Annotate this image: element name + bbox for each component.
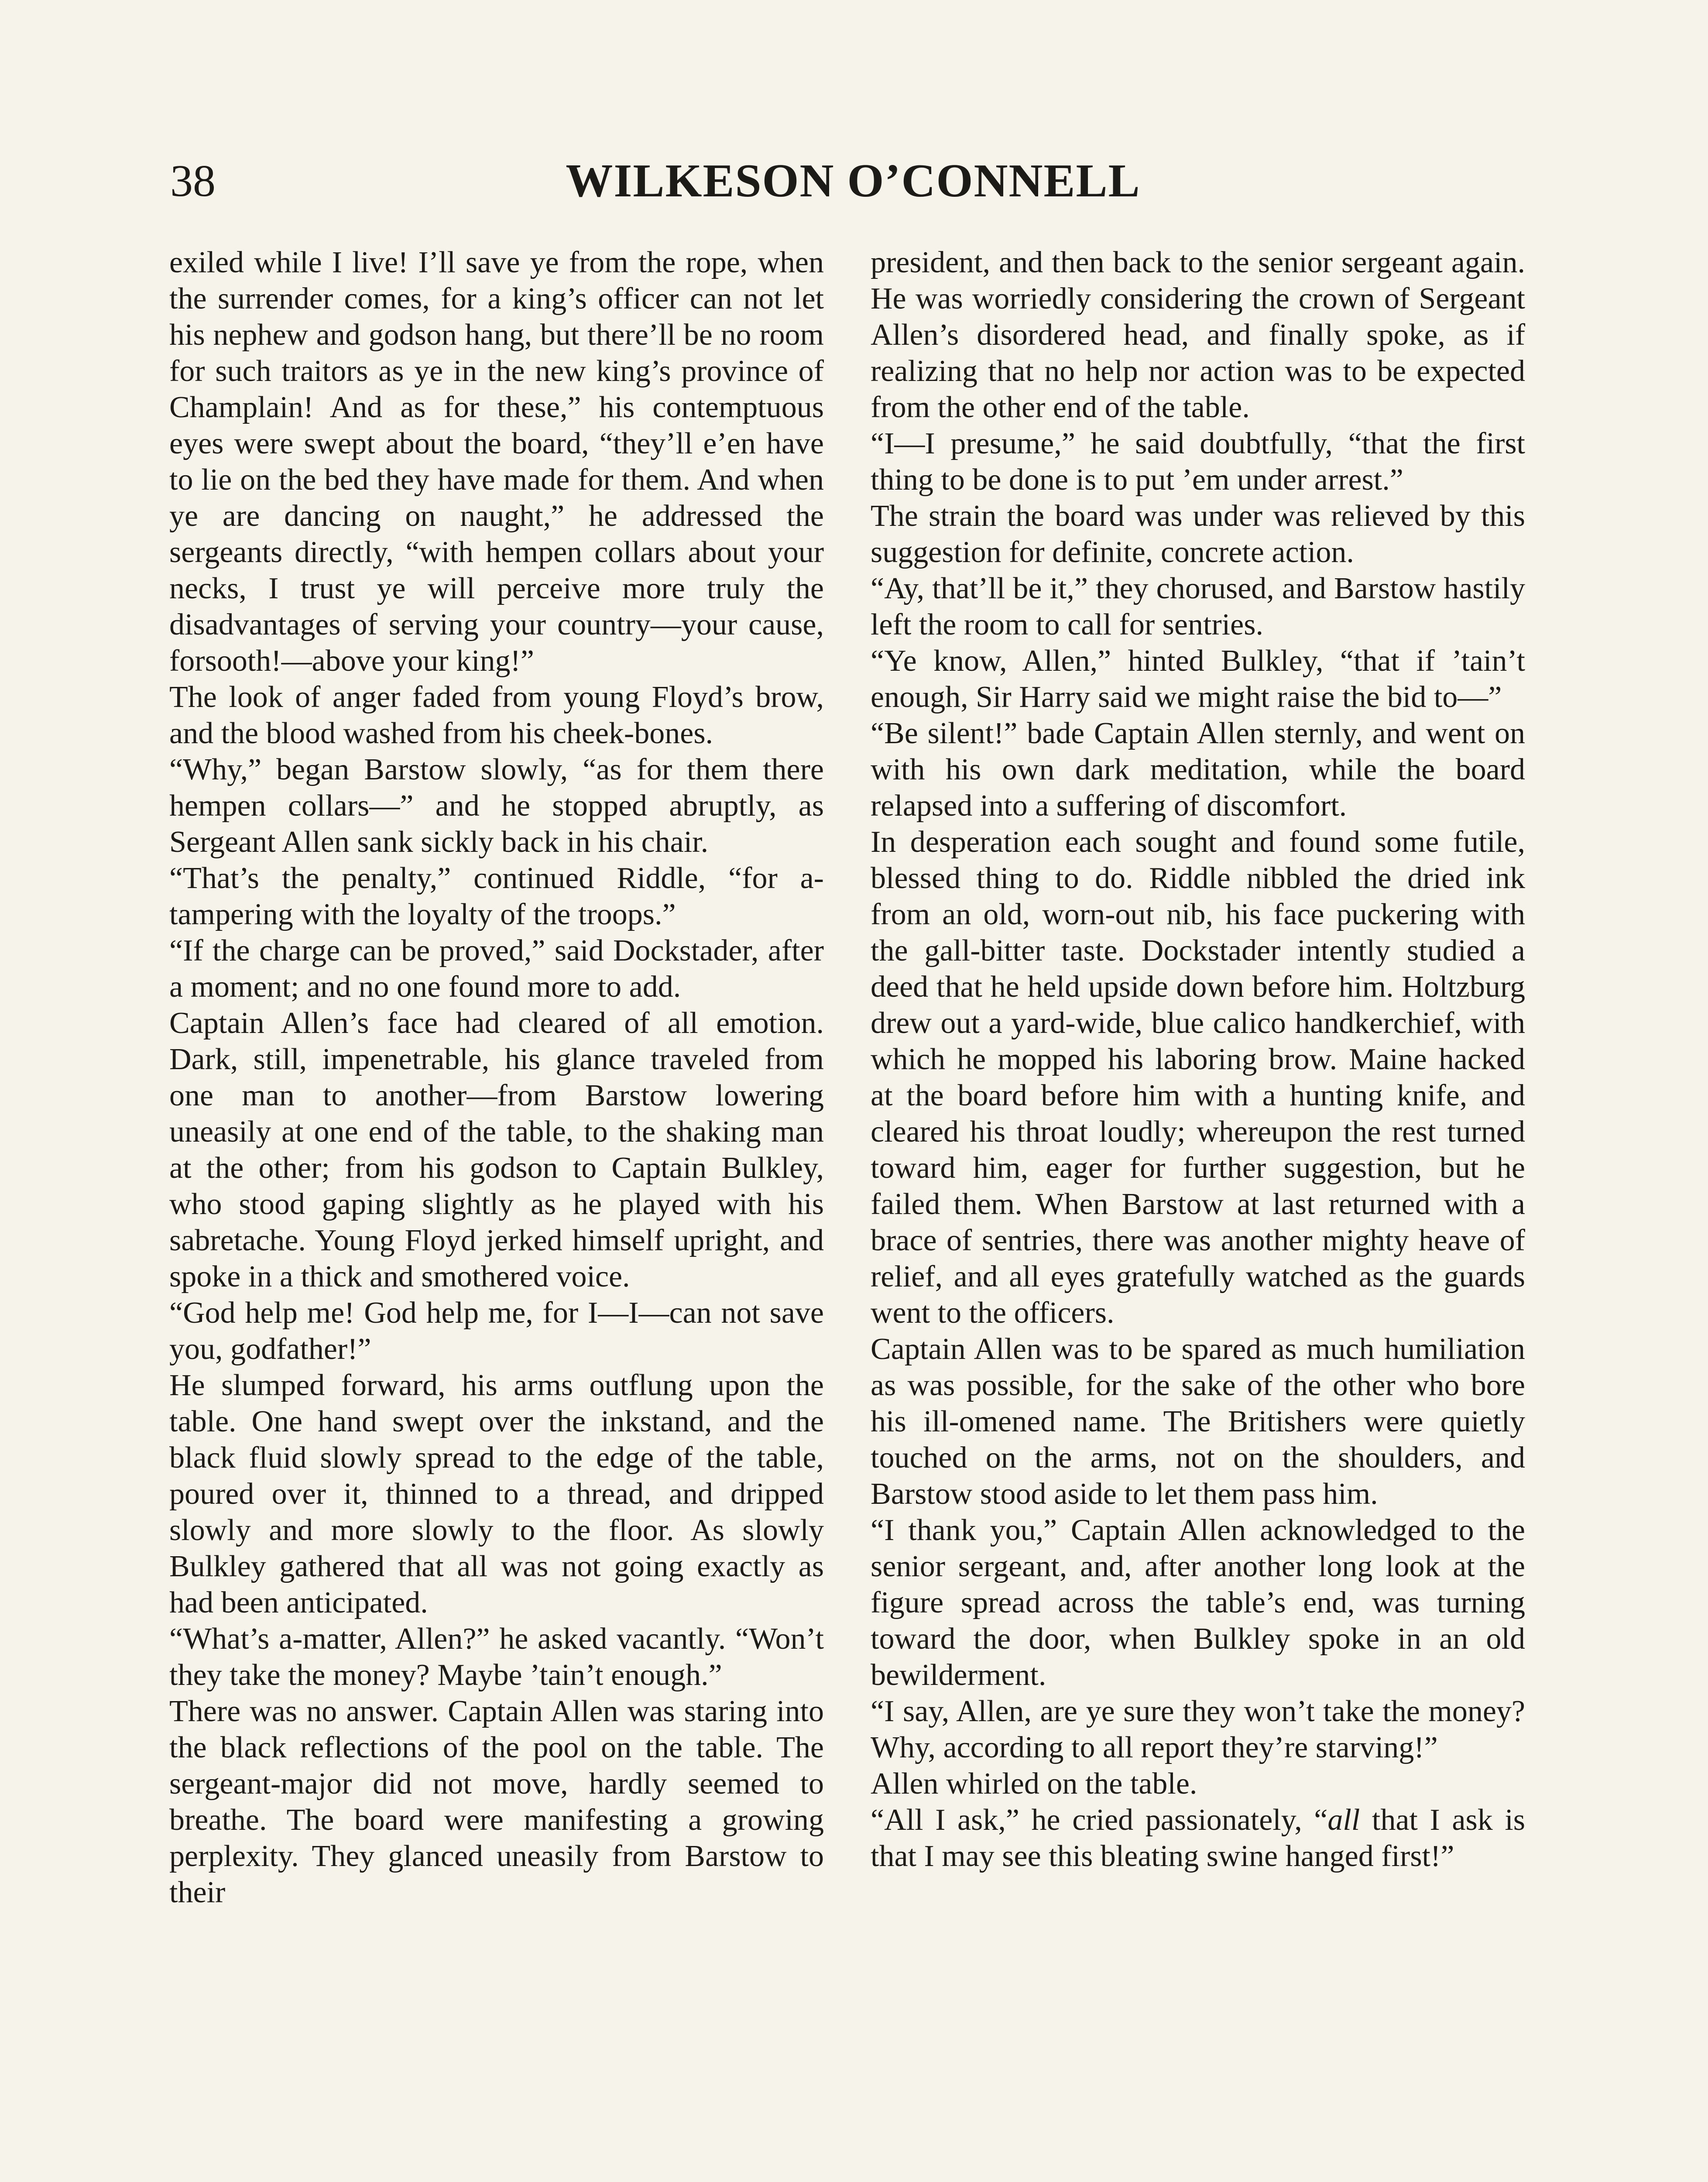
paragraph: The look of anger faded from young Floyd’s brow, and the blood washed from his cheek-bones. bbox=[169, 680, 824, 750]
paragraph: “That’s the penalty,” continued Riddle, “for a-tampering with the loyalty of the troops.” bbox=[169, 861, 824, 931]
paragraph: “God help me! God help me, for I—I—can not save you, godfather!” bbox=[169, 1296, 824, 1366]
page-header bbox=[170, 148, 1536, 214]
paragraph: Allen whirled on the table. bbox=[871, 1767, 1197, 1801]
paragraph: “I say, Allen, are ye sure they won’t take the money? Why, according to all report they’re starving!” bbox=[871, 1695, 1525, 1764]
paragraph: “Be silent!” bade Captain Allen sternly, and went on with his own dark meditation, while the board relapsed into a suffering of discomfort. bbox=[871, 717, 1525, 823]
paragraph: “I thank you,” Captain Allen acknowledged to the senior sergeant, and, after another long look at the figure spread across the table’s end, was turning toward the door, when Bulkley spoke in an old bewilderment. bbox=[871, 1513, 1525, 1692]
paragraph: He slumped forward, his arms outflung upon the table. One hand swept over the inkstand, and the black fluid slowly spread to the edge of the table, poured over it, thinned to a thread, and dripped slowly and more slowly to the floor. As slowly Bulkley gathered that all was not going exactly as had been anticipated. bbox=[169, 1369, 824, 1619]
paragraph: “Ay, that’ll be it,” they chorused, and Barstow hastily left the room to call for sentries. bbox=[871, 572, 1525, 642]
paragraph: “Why,” began Barstow slowly, “as for them there hempen collars—” and he stopped abruptly, as Sergeant Allen sank sickly back in his chair. bbox=[169, 753, 824, 859]
final-paragraph bbox=[871, 1802, 1525, 1874]
paragraph: “What’s a-matter, Allen?” he asked vacantly. “Won’t they take the money? Maybe ’tain’t enough.” bbox=[169, 1622, 824, 1692]
paragraph-text-after: that I ask is that I may see this bleating swine hanged first!” bbox=[871, 1803, 1526, 1873]
right-column bbox=[871, 244, 1525, 1874]
left-column bbox=[169, 244, 824, 1911]
page-number: 38 bbox=[170, 156, 216, 206]
emphasis-text: all bbox=[1327, 1803, 1360, 1837]
paragraph: exiled while I live! I’ll save ye from the rope, when the surrender comes, for a king’s officer can not let his nephew and godson hang, but there’ll be no room for such traitors as ye in the new king’s province of Champlain! And as for these,” his contemptuous eyes were swept about the board, “they’ll e’en have to lie on the bed they have made for them. And when ye are dancing on naught,” he addressed the sergeants directly, “with hempen collars about your necks, I trust ye will perceive more truly the disadvantages of serving your country—your cause, forsooth!—above your king!” bbox=[169, 246, 824, 678]
paragraph: Captain Allen was to be spared as much humiliation as was possible, for the sake of the other who bore his ill-omened name. The Britishers were quietly touched on the arms, not on the shoulders, and Barstow stood aside to let them pass him. bbox=[871, 1332, 1525, 1511]
paragraph: “If the charge can be proved,” said Dockstader, after a moment; and no one found more to add. bbox=[169, 934, 824, 1004]
paragraph: There was no answer. Captain Allen was staring into the black reflections of the pool on the table. The sergeant-major did not move, hardly seemed to breathe. The board were manifesting a growing perplexity. They glanced uneasily from Barstow to their bbox=[169, 1695, 824, 1909]
paragraph: president, and then back to the senior sergeant again. He was worriedly considering the crown of Sergeant Allen’s disordered head, and finally spoke, as if realizing that no help nor action was to be expected from the other end of the table. bbox=[871, 246, 1525, 424]
paragraph: “Ye know, Allen,” hinted Bulkley, “that if ’tain’t enough, Sir Harry said we might raise the bid to—” bbox=[871, 644, 1525, 714]
paragraph: “I—I presume,” he said doubtfully, “that the first thing to be done is to put ’em under arrest.” bbox=[871, 427, 1525, 497]
paragraph-text-before: “All I ask,” he cried passionately, “ bbox=[871, 1803, 1328, 1837]
paragraph: The strain the board was under was relieved by this suggestion for definite, concrete action. bbox=[871, 499, 1525, 569]
paragraph: In desperation each sought and found some futile, blessed thing to do. Riddle nibbled the dried ink from an old, worn-out nib, his face puckering with the gall-bitter taste. Dockstader intently studied a deed that he held upside down before him. Holtzburg drew out a yard-wide, blue calico handkerchief, with which he mopped his laboring brow. Maine hacked at the board before him with a hunting knife, and cleared his throat loudly; whereupon the rest turned toward him, eager for further suggestion, but he failed them. When Barstow at last returned with a brace of sentries, there was another mighty heave of relief, and all eyes gratefully watched as the guards went to the officers. bbox=[871, 825, 1525, 1330]
paragraph: Captain Allen’s face had cleared of all emotion. Dark, still, impenetrable, his glance traveled from one man to another—from Barstow lowering uneasily at one end of the table, to the shaking man at the other; from his godson to Captain Bulkley, who stood gaping slightly as he played with his sabretache. Young Floyd jerked himself upright, and spoke in a thick and smothered voice. bbox=[169, 1006, 824, 1293]
running-head: WILKESON O’CONNELL bbox=[566, 155, 1141, 207]
